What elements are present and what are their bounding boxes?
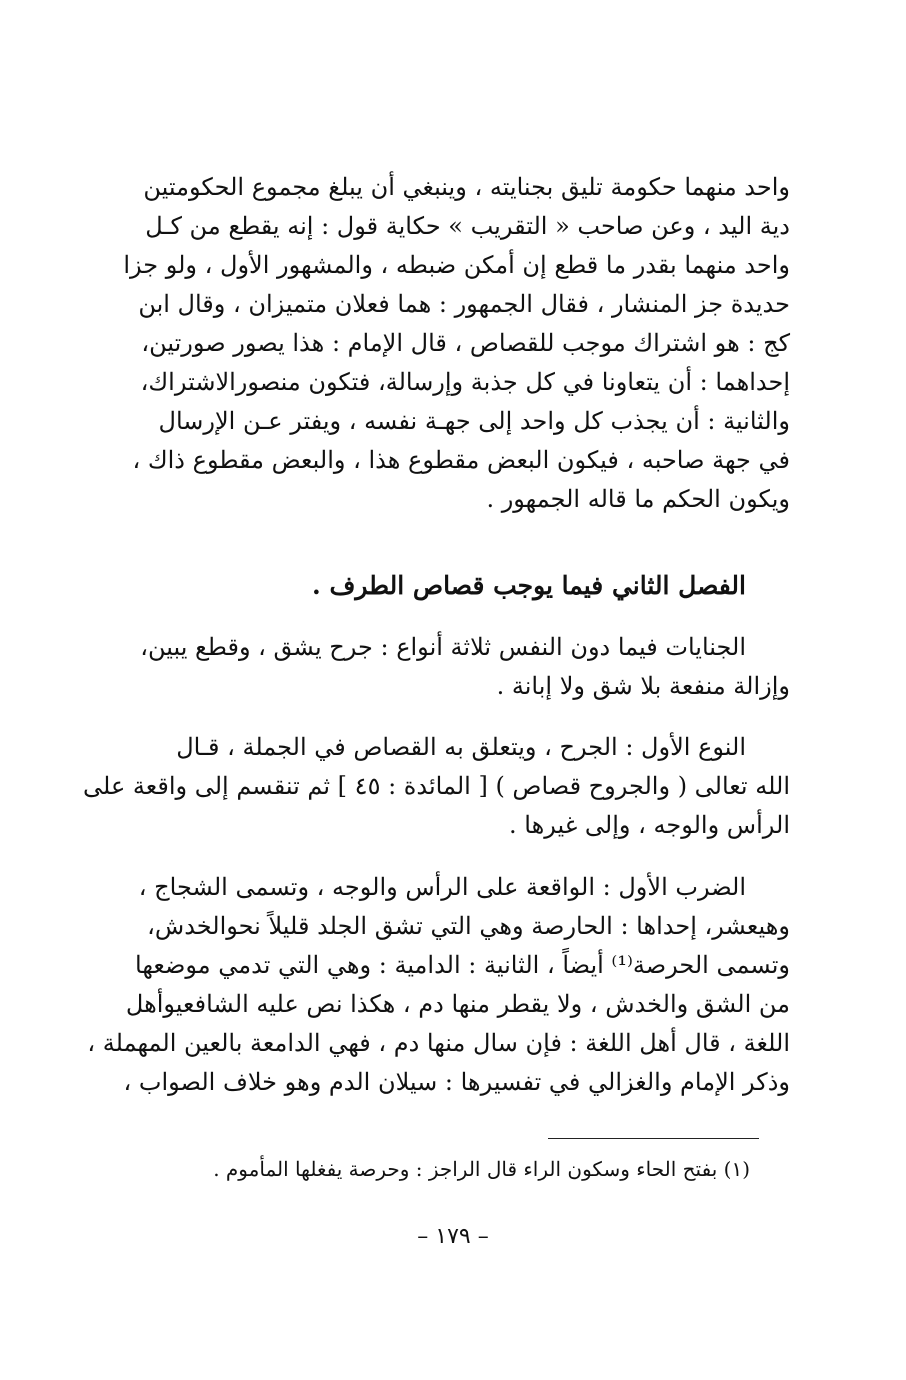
text-line: من الشق والخدش ، ولا يقطر منها دم ، هكذا نص عليه الشافعيوأهل [125,990,790,1018]
paragraph-3 [83,728,790,845]
text-line: والثانية : أن يجذب كل واحد إلى جهـة نفسه ، ويفتر عـن الإرسال [158,407,790,435]
footnote-divider [548,1138,759,1139]
footnote: (١) بفتح الحاء وسكون الراء قال الراجز : وحرصة يفغلها المأموم . [213,1157,750,1181]
text-line: واحد منهما حكومة تليق بجنايته ، وينبغي أن يبلغ مجموع الحكومتين [143,173,790,201]
text-line: الرأس والوجه ، وإلى غيرها . [509,811,790,839]
text-line: وذكر الإمام والغزالي في تفسيرها : سيلان الدم وهو خلاف الصواب ، [123,1068,790,1096]
text-line: إحداهما : أن يتعاونا في كل جذبة وإرسالة، فتكون منصورالاشتراك، [140,368,790,396]
text-line: في جهة صاحبه ، فيكون البعض مقطوع هذا ، والبعض مقطوع ذاك ، [132,446,790,474]
paragraph-1 [123,168,790,519]
text-line: دية اليد ، وعن صاحب « التقريب » حكاية قول : إنه يقطع من كـل [145,212,790,240]
text-line: واحد منهما بقدر ما قطع إن أمكن ضبطه ، والمشهور الأول ، ولو جزا [123,251,790,279]
text-line: حديدة جز المنشار ، فقال الجمهور : هما فعلان متميزان ، وقال ابن [138,290,790,318]
text-line: ويكون الحكم ما قاله الجمهور . [486,485,790,513]
page-number: – ١٧٩ – [417,1224,489,1249]
text-line: وإزالة منفعة بلا شق ولا إبانة . [496,672,790,700]
text-line: النوع الأول : الجرح ، ويتعلق به القصاص في الجملة ، قـال [176,733,746,761]
text-line: الجنايات فيما دون النفس ثلاثة أنواع : جرح يشق ، وقطع يبين، [140,633,746,661]
paragraph-2 [140,628,790,706]
text-line: اللغة ، قال أهل اللغة : فإن سال منها دم ، فهي الدامعة بالعين المهملة ، [87,1029,790,1057]
text-line: وتسمى الحرصة⁽¹⁾ أيضاً ، الثانية : الدامية : وهي التي تدمي موضعها [135,951,790,979]
section-heading: الفصل الثاني فيما يوجب قصاص الطرف . [312,571,746,600]
text-line: كج : هو اشتراك موجب للقصاص ، قال الإمام : هذا يصور صورتين، [141,329,790,357]
text-line: الضرب الأول : الواقعة على الرأس والوجه ، وتسمى الشجاج ، [138,873,746,901]
text-line: الله تعالى ( والجروح قصاص ) [ المائدة : ٤٥ ] ثم تنقسم إلى واقعة على [83,772,790,800]
paragraph-4 [87,868,790,1102]
text-line: وهيعشر، إحداها : الحارصة وهي التي تشق الجلد قليلاً نحوالخدش، [147,912,790,940]
